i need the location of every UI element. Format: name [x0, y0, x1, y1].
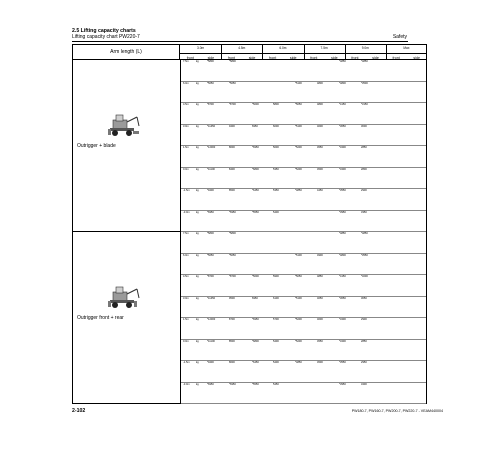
table-cell: 6950 — [252, 124, 258, 128]
table-cell: 3350 — [361, 210, 367, 214]
table-cell: *6800 — [252, 339, 259, 343]
table-cell: *6950 — [207, 382, 214, 386]
table-cell: *4850 — [339, 232, 346, 235]
table-cell: 4.5m — [183, 275, 189, 278]
sub-col-header: front — [351, 55, 359, 60]
table-cell: *3400 — [339, 318, 346, 321]
table-cell: *5050 — [295, 275, 302, 278]
table-cell: 6.0m — [183, 253, 189, 257]
table-cell: *3650 — [339, 124, 346, 128]
sub-col-header: side — [207, 55, 215, 60]
sub-col-header: side — [248, 55, 256, 60]
table-cell: *5600 — [252, 275, 259, 278]
table-cell: 1.5m — [183, 318, 189, 321]
capacity-section — [72, 60, 427, 232]
table-row — [181, 318, 426, 340]
table-cell: *6450 — [252, 361, 259, 364]
table-row — [181, 103, 426, 125]
table-cell: *6950 — [207, 210, 214, 214]
table-cell: *3550 — [339, 189, 346, 192]
table-cell: *5650 — [229, 253, 236, 257]
arm-length-label: Arm length (L) — [72, 44, 180, 60]
table-cell: 2850 — [361, 146, 367, 149]
table-cell: 2900 — [361, 189, 367, 192]
table-cell: 9400 — [229, 124, 235, 128]
table-cell: 4650 — [317, 296, 323, 300]
table-cell: *6800 — [252, 167, 259, 171]
table-cell: -3.0m — [183, 210, 190, 214]
table-cell: *5100 — [295, 253, 302, 257]
sub-col-header: side — [289, 55, 297, 60]
table-cell: *12000 — [207, 318, 216, 321]
table-cell: 3050 — [361, 296, 367, 300]
table-cell: 4900 — [317, 253, 323, 257]
table-cell: 0.0m — [183, 339, 189, 343]
table-cell: *4850 — [361, 60, 368, 63]
wheeled-excavator-icon — [107, 112, 141, 138]
table-cell: *8700 — [207, 275, 214, 278]
table-cell: *9400 — [207, 361, 214, 364]
sub-col-header: side — [331, 55, 338, 60]
section-label: Outrigger + blade — [77, 143, 116, 149]
table-cell: 4800 — [317, 81, 323, 85]
table-cell: *4850 — [339, 60, 346, 63]
table-cell: *3150 — [361, 103, 368, 106]
table-cell: kg — [196, 210, 199, 214]
sub-col-header: front — [269, 55, 277, 60]
table-cell: *9400 — [207, 189, 214, 192]
table-cell: 4500 — [317, 361, 323, 364]
table-row — [181, 189, 426, 211]
reach-col-header: Max — [403, 46, 410, 50]
table-cell: -3.0m — [183, 382, 190, 386]
table-cell: *4800 — [339, 81, 346, 85]
table-cell: 5800 — [273, 103, 279, 106]
table-cell: *5650 — [207, 253, 214, 257]
table-cell: 8500 — [229, 189, 235, 192]
table-row — [181, 125, 426, 147]
table-cell: 3000 — [361, 124, 367, 128]
table-cell: 3400 — [361, 382, 367, 386]
sub-col-header: front — [392, 55, 400, 60]
table-cell: *11100 — [207, 339, 215, 343]
table-column-header — [180, 44, 427, 60]
header-category: Safety — [392, 34, 407, 40]
table-cell: 4550 — [317, 146, 323, 149]
table-cell: 8500 — [229, 339, 235, 343]
table-cell: *5100 — [295, 124, 302, 128]
table-cell: -1.5m — [183, 189, 190, 192]
table-cell: *6950 — [229, 210, 236, 214]
table-cell: *5800 — [229, 232, 236, 235]
table-cell: *5200 — [295, 339, 302, 343]
table-cell: 6.0m — [183, 81, 189, 85]
table-cell: kg — [196, 382, 199, 386]
table-cell: 4450 — [317, 189, 323, 192]
table-cell: 7.5m — [183, 232, 189, 235]
sub-col-header: front — [186, 55, 194, 60]
table-cell: 4600 — [317, 124, 323, 128]
table-cell: *5550 — [252, 210, 259, 214]
table-cell: *3500 — [361, 81, 368, 85]
table-cell: *4850 — [295, 361, 302, 364]
sub-col-header: front — [310, 55, 318, 60]
table-cell: kg — [196, 167, 199, 171]
sub-col-header: side — [413, 55, 420, 60]
table-cell: *3650 — [339, 296, 346, 300]
table-row — [181, 254, 426, 276]
table-cell: 2950 — [361, 361, 367, 364]
reach-col-header: 3.0m — [197, 46, 205, 50]
table-cell: kg — [196, 318, 199, 321]
table-cell: kg — [196, 124, 199, 128]
table-row — [181, 340, 426, 362]
table-cell: *3200 — [361, 275, 368, 278]
table-cell: *5800 — [207, 60, 214, 63]
table-cell: 5350 — [273, 189, 279, 192]
wheeled-excavator-icon — [107, 284, 141, 310]
table-cell: 7.5m — [183, 60, 189, 63]
table-cell: 2900 — [361, 318, 367, 321]
table-cell: *5050 — [295, 103, 302, 106]
table-cell: *4800 — [339, 253, 346, 257]
table-cell: 3.0m — [183, 124, 189, 128]
table-cell: kg — [196, 296, 199, 300]
table-cell: 9500 — [229, 296, 235, 300]
header-subtitle: Lifting capacity chart PW220-7 — [72, 34, 140, 40]
table-cell: 0.0m — [183, 167, 189, 171]
section-condition-cell — [73, 60, 181, 231]
reach-col-header: 4.5m — [238, 46, 246, 50]
table-cell: *6450 — [252, 189, 259, 192]
table-cell: *5100 — [295, 81, 302, 85]
header-rule — [72, 41, 408, 42]
table-cell: -1.5m — [183, 361, 190, 364]
table-cell: 5400 — [273, 339, 279, 343]
table-row — [181, 297, 426, 319]
table-cell: *3950 — [339, 210, 346, 214]
table-cell: kg — [196, 103, 199, 106]
table-cell: *5200 — [295, 146, 302, 149]
table-cell: 5600 — [273, 146, 279, 149]
reach-col-header: 9.0m — [361, 46, 369, 50]
table-cell: 5450 — [273, 382, 279, 386]
table-cell: 4550 — [317, 339, 323, 343]
table-cell: 8400 — [229, 167, 235, 171]
table-cell: 8600 — [229, 146, 235, 149]
table-cell: *3550 — [361, 253, 368, 257]
table-cell: 4500 — [317, 167, 323, 171]
table-cell: *3950 — [339, 382, 346, 386]
table-row — [181, 82, 426, 104]
table-cell: kg — [196, 339, 199, 343]
table-cell: 4850 — [317, 275, 323, 278]
table-cell: *5100 — [295, 296, 302, 300]
table-cell: 4600 — [317, 318, 323, 321]
table-cell: *3400 — [339, 146, 346, 149]
table-cell: 5400 — [273, 361, 279, 364]
table-cell: *5550 — [252, 382, 259, 386]
table-row — [181, 383, 426, 405]
table-cell: *6950 — [229, 382, 236, 386]
table-cell: 3.0m — [183, 296, 189, 300]
table-cell: 4800 — [317, 103, 323, 106]
footer-models: PW180-7, PW160-7, PW200-7, PW220-7 - VEAM440004 — [351, 409, 443, 413]
capacity-section — [72, 232, 427, 404]
table-cell: 8600 — [229, 361, 235, 364]
table-row — [181, 146, 426, 168]
table-cell: *6950 — [252, 146, 259, 149]
table-row — [181, 361, 426, 383]
table-cell: 4.5m — [183, 103, 189, 106]
table-cell: *4850 — [361, 232, 368, 235]
table-cell: *5800 — [207, 232, 214, 235]
table-cell: *4150 — [339, 103, 346, 106]
table-cell: *8700 — [229, 103, 236, 106]
table-cell: *3550 — [339, 361, 346, 364]
table-cell: 5900 — [273, 275, 279, 278]
table-row — [181, 60, 426, 82]
table-cell: *11100 — [207, 167, 215, 171]
table-cell: kg — [196, 146, 199, 149]
table-cell: *8700 — [229, 275, 236, 278]
table-row — [181, 211, 426, 233]
table-cell: kg — [196, 189, 199, 192]
table-cell: 5400 — [273, 210, 279, 214]
table-cell: 6100 — [273, 296, 279, 300]
table-cell: *5650 — [229, 81, 236, 85]
table-cell: kg — [196, 232, 199, 235]
section-condition-cell — [73, 232, 181, 403]
table-cell: kg — [196, 253, 199, 257]
table-row — [181, 275, 426, 297]
table-cell: 5350 — [273, 167, 279, 171]
table-cell: kg — [196, 275, 199, 278]
table-cell: *5800 — [229, 60, 236, 63]
reach-col-header: 6.0m — [279, 46, 287, 50]
table-row — [181, 168, 426, 190]
table-cell: *5200 — [295, 167, 302, 171]
table-cell: *6950 — [252, 318, 259, 321]
table-cell: *3400 — [339, 339, 346, 343]
table-cell: 6950 — [252, 296, 258, 300]
table-row — [181, 232, 426, 254]
table-cell: *4150 — [339, 275, 346, 278]
table-cell: 8700 — [229, 318, 235, 321]
table-cell: kg — [196, 81, 199, 85]
section-label: Outrigger front + rear — [77, 315, 124, 321]
table-cell: *11450 — [207, 296, 216, 300]
table-cell: *8700 — [207, 103, 214, 106]
table-cell: 2850 — [361, 339, 367, 343]
table-cell: *5600 — [252, 103, 259, 106]
sub-col-header: side — [372, 55, 379, 60]
table-cell: 2800 — [361, 167, 367, 171]
reach-col-header: 7.5m — [320, 46, 328, 50]
table-cell: 6000 — [273, 124, 279, 128]
table-cell: *11450 — [207, 124, 216, 128]
table-cell: *5650 — [207, 81, 214, 85]
sub-col-header: front — [227, 55, 236, 60]
table-cell: *12000 — [207, 146, 216, 149]
table-cell: kg — [196, 361, 199, 364]
table-cell: 1.5m — [183, 146, 189, 149]
page-number: 2-102 — [72, 408, 86, 414]
header-title: 2.5 Lifting capacity charts — [72, 28, 136, 34]
table-cell: *5200 — [295, 318, 302, 321]
table-cell: 5700 — [273, 318, 279, 321]
table-cell: kg — [196, 60, 199, 63]
table-cell: *4850 — [295, 189, 302, 192]
table-cell: *3400 — [339, 167, 346, 171]
